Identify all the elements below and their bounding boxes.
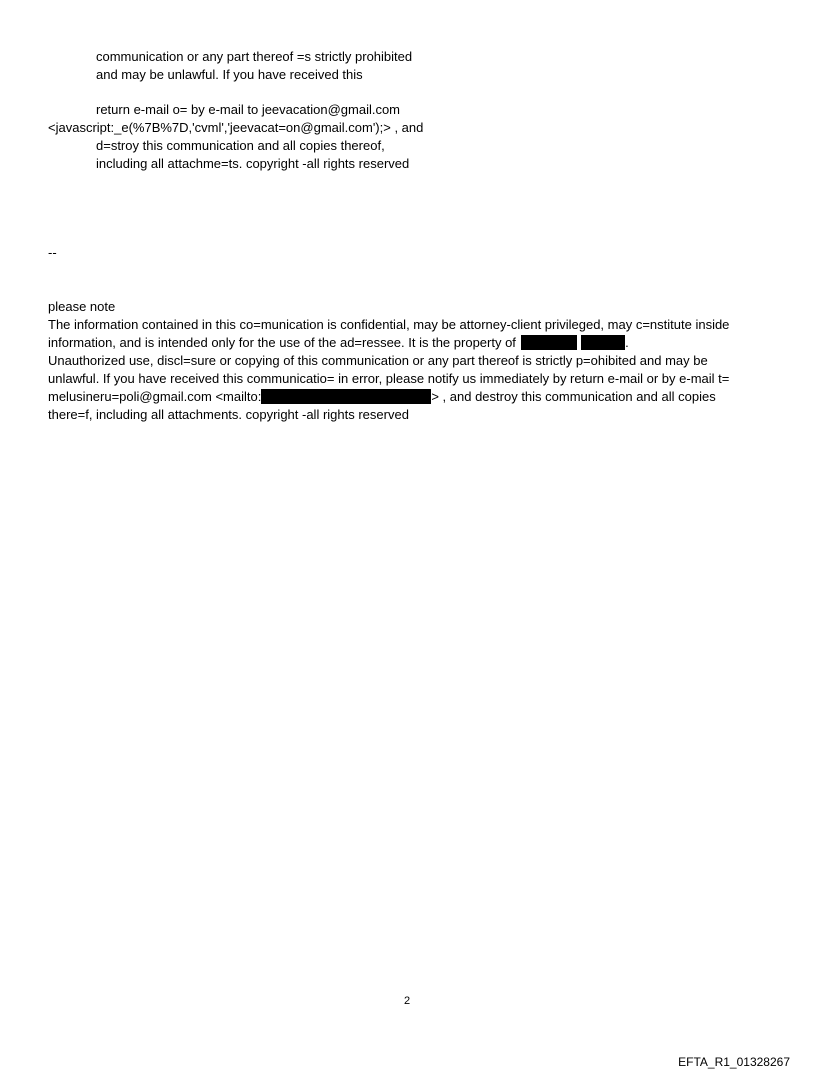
note-line-2-text: information, and is intended only for the use of the ad=ressee. It is the property of [48, 335, 516, 350]
quoted-line-1: communication or any part thereof =s strictly prohibited [96, 49, 413, 64]
note-line-5-start: melusineru=poli@gmail.com <mailto: [48, 389, 262, 404]
redaction-block [521, 335, 577, 350]
note-line-2-end: . [625, 335, 629, 350]
quoted-line-2: and may be unlawful. If you have received this [96, 67, 363, 82]
quoted-line-5: d=stroy this communication and all copies thereof, [96, 138, 385, 153]
redaction-block [581, 335, 625, 350]
note-line-1: The information contained in this co=munication is confidential, may be attorney-client privileged, may c=nstitute inside [48, 317, 730, 332]
document-id: EFTA_R1_01328267 [678, 1055, 790, 1069]
quoted-line-3: return e-mail o= by e-mail to jeevacation@gmail.com [96, 102, 401, 117]
quoted-line-4: <javascript:_e(%7B%7D,'cvml','jeevacat=on@gmail.com');> , and [48, 120, 424, 135]
note-line-3: Unauthorized use, discl=sure or copying of this communication or any part thereof is strictly p=ohibited and may be [48, 353, 708, 368]
separator: -- [48, 245, 57, 260]
note-line-4: unlawful. If you have received this communicatio= in error, please notify us immediately by return e-mail or by e-mail t= [48, 371, 730, 386]
note-line-5-end: > , and destroy this communication and all copies [431, 389, 716, 404]
quoted-line-6: including all attachme=ts. copyright -all rights reserved [96, 156, 410, 171]
note-line-6: there=f, including all attachments. copyright -all rights reserved [48, 407, 409, 422]
note-line-5 [48, 388, 716, 406]
note-heading: please note [48, 299, 116, 314]
note-line-2 [48, 334, 629, 352]
redaction-block [261, 389, 431, 404]
page-number: 2 [404, 995, 411, 1007]
